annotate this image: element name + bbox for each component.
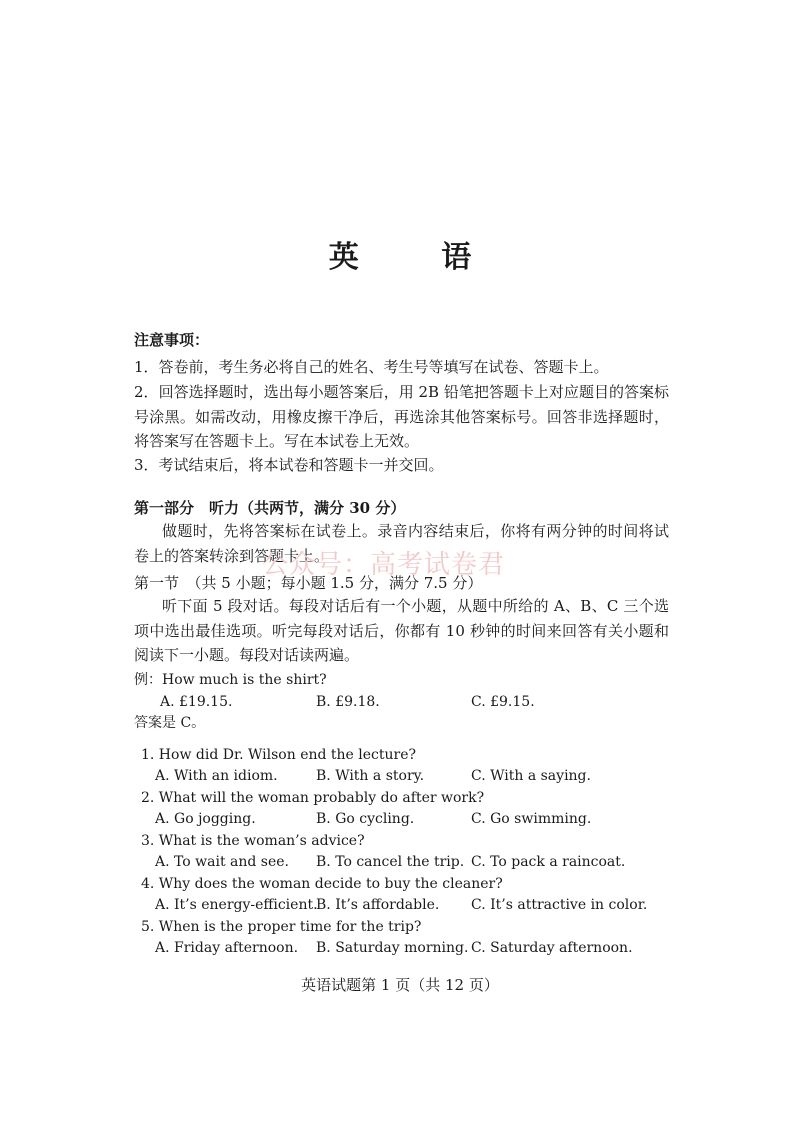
part1-instructions: 做题时，先将答案标在试卷上。录音内容结束后，你将有两分钟的时间将试卷上的答案转涂到答题卡上。: [134, 522, 669, 565]
q5-option-c: C. Saturday afternoon.: [471, 940, 633, 956]
notice-item-1: 1．答卷前，考生务必将自己的姓名、考生号等填写在试卷、答题卡上。: [134, 358, 609, 376]
example-question: 例：How much is the shirt?: [134, 672, 327, 688]
watermark: 公众号：高考试卷君: [262, 550, 506, 580]
q3-option-a: A. To wait and see.: [155, 854, 290, 870]
notice-heading: 注意事项：: [134, 331, 210, 349]
section1-instructions: 听下面 5 段对话。每段对话后有一个小题，从题中所给的 A、B、C 三个选项中选出最佳选项。听完每段对话后，你都有 10 秒钟的时间来回答有关小题和阅读下一小题。每段对话读两遍。: [134, 597, 669, 664]
notice-item-3: 3．考试结束后，将本试卷和答题卡一并交回。: [134, 456, 444, 474]
q4-option-b: B. It’s affordable.: [316, 897, 440, 913]
example-option-b: B. £9.18.: [316, 694, 380, 710]
q3-option-b: B. To cancel the trip.: [316, 854, 465, 870]
part1-heading: 第一部分 听力（共两节，满分 30 分）: [134, 499, 406, 517]
q1-option-c: C. With a saying.: [471, 768, 591, 784]
example-option-c: C. £9.15.: [471, 694, 535, 710]
section1-heading: 第一节 （共 5 小题；每小题 1.5 分，满分 7.5 分）: [134, 574, 483, 592]
q2-option-c: C. Go swimming.: [471, 811, 592, 827]
q3-option-c: C. To pack a raincoat.: [471, 854, 626, 870]
q1-option-b: B. With a story.: [316, 768, 425, 784]
question-2: 2. What will the woman probably do after work?: [141, 790, 485, 806]
q5-option-b: B. Saturday morning.: [316, 940, 469, 956]
example-option-a: A. £19.15.: [160, 694, 233, 710]
notice-item-2: 2．回答选择题时，选出每小题答案后，用 2B 铅笔把答题卡上对应题目的答案标号涂黑。如需改动，用橡皮擦干净后，再选涂其他答案标号。回答非选择题时，将答案写在答题卡上。写在本试卷上无效。: [134, 383, 669, 450]
question-4: 4. Why does the woman decide to buy the cleaner?: [141, 876, 503, 892]
q2-option-a: A. Go jogging.: [155, 811, 256, 827]
q4-option-a: A. It’s energy-efficient.: [155, 897, 318, 913]
page-title: 英 语: [328, 240, 508, 275]
page-footer: 英语试题第 1 页（共 12 页）: [301, 976, 499, 994]
q1-option-a: A. With an idiom.: [155, 768, 278, 784]
q4-option-c: C. It’s attractive in color.: [471, 897, 648, 913]
question-1: 1. How did Dr. Wilson end the lecture?: [141, 747, 417, 763]
question-5: 5. When is the proper time for the trip?: [141, 919, 422, 935]
example-answer: 答案是 C。: [134, 715, 206, 731]
q5-option-a: A. Friday afternoon.: [155, 940, 299, 956]
q2-option-b: B. Go cycling.: [316, 811, 415, 827]
question-3: 3. What is the woman’s advice?: [141, 833, 365, 849]
